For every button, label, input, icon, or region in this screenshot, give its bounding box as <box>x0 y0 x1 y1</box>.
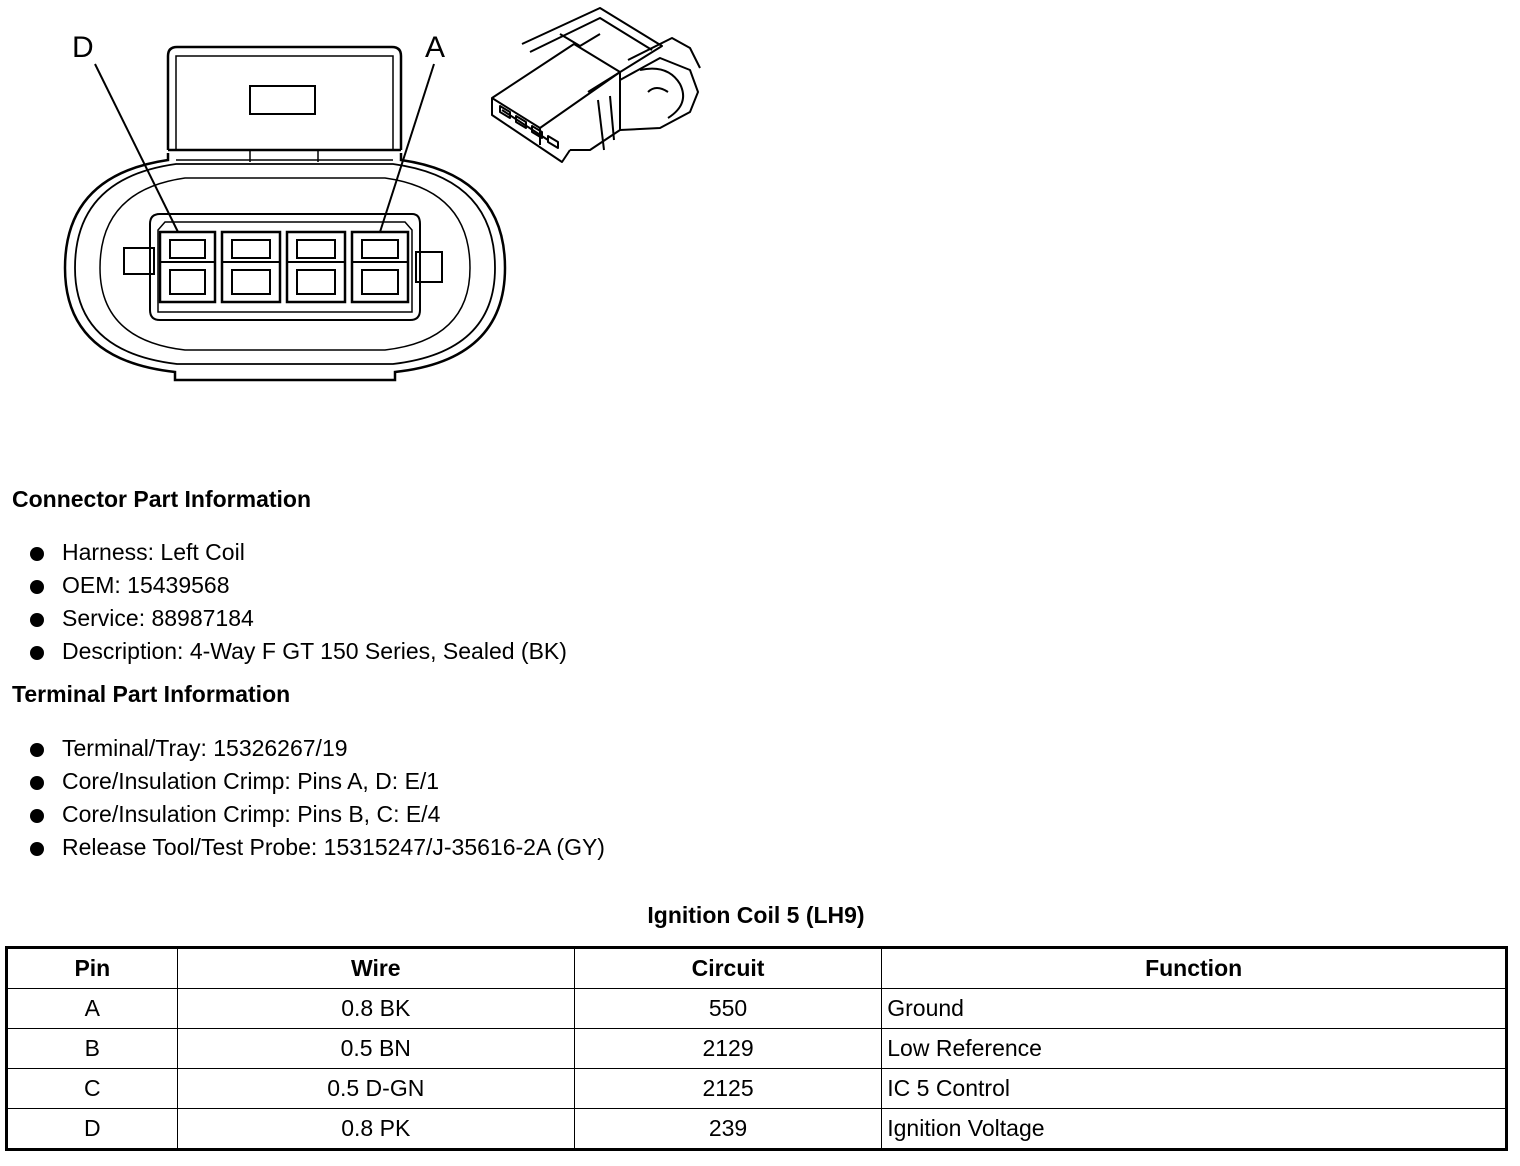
bullet-icon <box>30 743 44 757</box>
connector-3d-view <box>492 8 700 162</box>
connector-diagram <box>0 0 760 400</box>
cavity-d <box>160 232 215 302</box>
pin-cell: A <box>7 989 178 1029</box>
column-header-pin: Pin <box>7 948 178 989</box>
table-header-row <box>7 948 1507 989</box>
bullet-icon <box>30 776 44 790</box>
cavity-a <box>352 232 408 302</box>
bullet-icon <box>30 580 44 594</box>
wire-cell: 0.5 BN <box>177 1029 574 1069</box>
bullet-icon <box>30 547 44 561</box>
column-header-circuit: Circuit <box>574 948 881 989</box>
circuit-cell: 2125 <box>574 1069 881 1109</box>
wire-cell: 0.8 PK <box>177 1109 574 1150</box>
bullet-icon <box>30 842 44 856</box>
list-item: Core/Insulation Crimp: Pins B, C: E/4 <box>30 798 605 831</box>
wire-cell: 0.5 D-GN <box>177 1069 574 1109</box>
list-item: Core/Insulation Crimp: Pins A, D: E/1 <box>30 765 605 798</box>
circuit-cell: 550 <box>574 989 881 1029</box>
pin-label-d: D <box>72 31 94 64</box>
cavity-c <box>222 232 280 302</box>
leader-line-a <box>380 64 434 232</box>
circuit-cell: 2129 <box>574 1029 881 1069</box>
bullet-icon <box>30 613 44 627</box>
pin-cell: C <box>7 1069 178 1109</box>
table-title: Ignition Coil 5 (LH9) <box>647 902 865 928</box>
column-header-function: Function <box>882 948 1507 989</box>
leader-line-d <box>95 64 178 232</box>
table-row <box>7 989 1507 1029</box>
function-cell: Ground <box>882 989 1507 1029</box>
pin-cell: B <box>7 1029 178 1069</box>
terminal-cavities <box>160 232 408 302</box>
bullet-icon <box>30 809 44 823</box>
terminal-info-heading: Terminal Part Information <box>12 681 291 707</box>
connector-info-list <box>30 536 567 668</box>
table-row <box>7 1109 1507 1150</box>
wire-cell: 0.8 BK <box>177 989 574 1029</box>
list-item: Terminal/Tray: 15326267/19 <box>30 732 605 765</box>
pin-table <box>5 946 1508 1151</box>
bullet-icon <box>30 646 44 660</box>
circuit-cell: 239 <box>574 1109 881 1150</box>
list-item: OEM: 15439568 <box>30 569 567 602</box>
list-item: Description: 4-Way F GT 150 Series, Sealed (BK) <box>30 635 567 668</box>
column-header-wire: Wire <box>177 948 574 989</box>
cavity-b <box>287 232 345 302</box>
function-cell: Low Reference <box>882 1029 1507 1069</box>
connector-info-heading: Connector Part Information <box>12 486 312 512</box>
function-cell: Ignition Voltage <box>882 1109 1507 1150</box>
connector-face <box>65 47 505 380</box>
table-row <box>7 1069 1507 1109</box>
table-row <box>7 1029 1507 1069</box>
terminal-info-list <box>30 732 605 864</box>
function-cell: IC 5 Control <box>882 1069 1507 1109</box>
list-item: Release Tool/Test Probe: 15315247/J-35616-2A (GY) <box>30 831 605 864</box>
pin-cell: D <box>7 1109 178 1150</box>
list-item: Harness: Left Coil <box>30 536 567 569</box>
pin-label-a: A <box>425 31 446 64</box>
list-item: Service: 88987184 <box>30 602 567 635</box>
